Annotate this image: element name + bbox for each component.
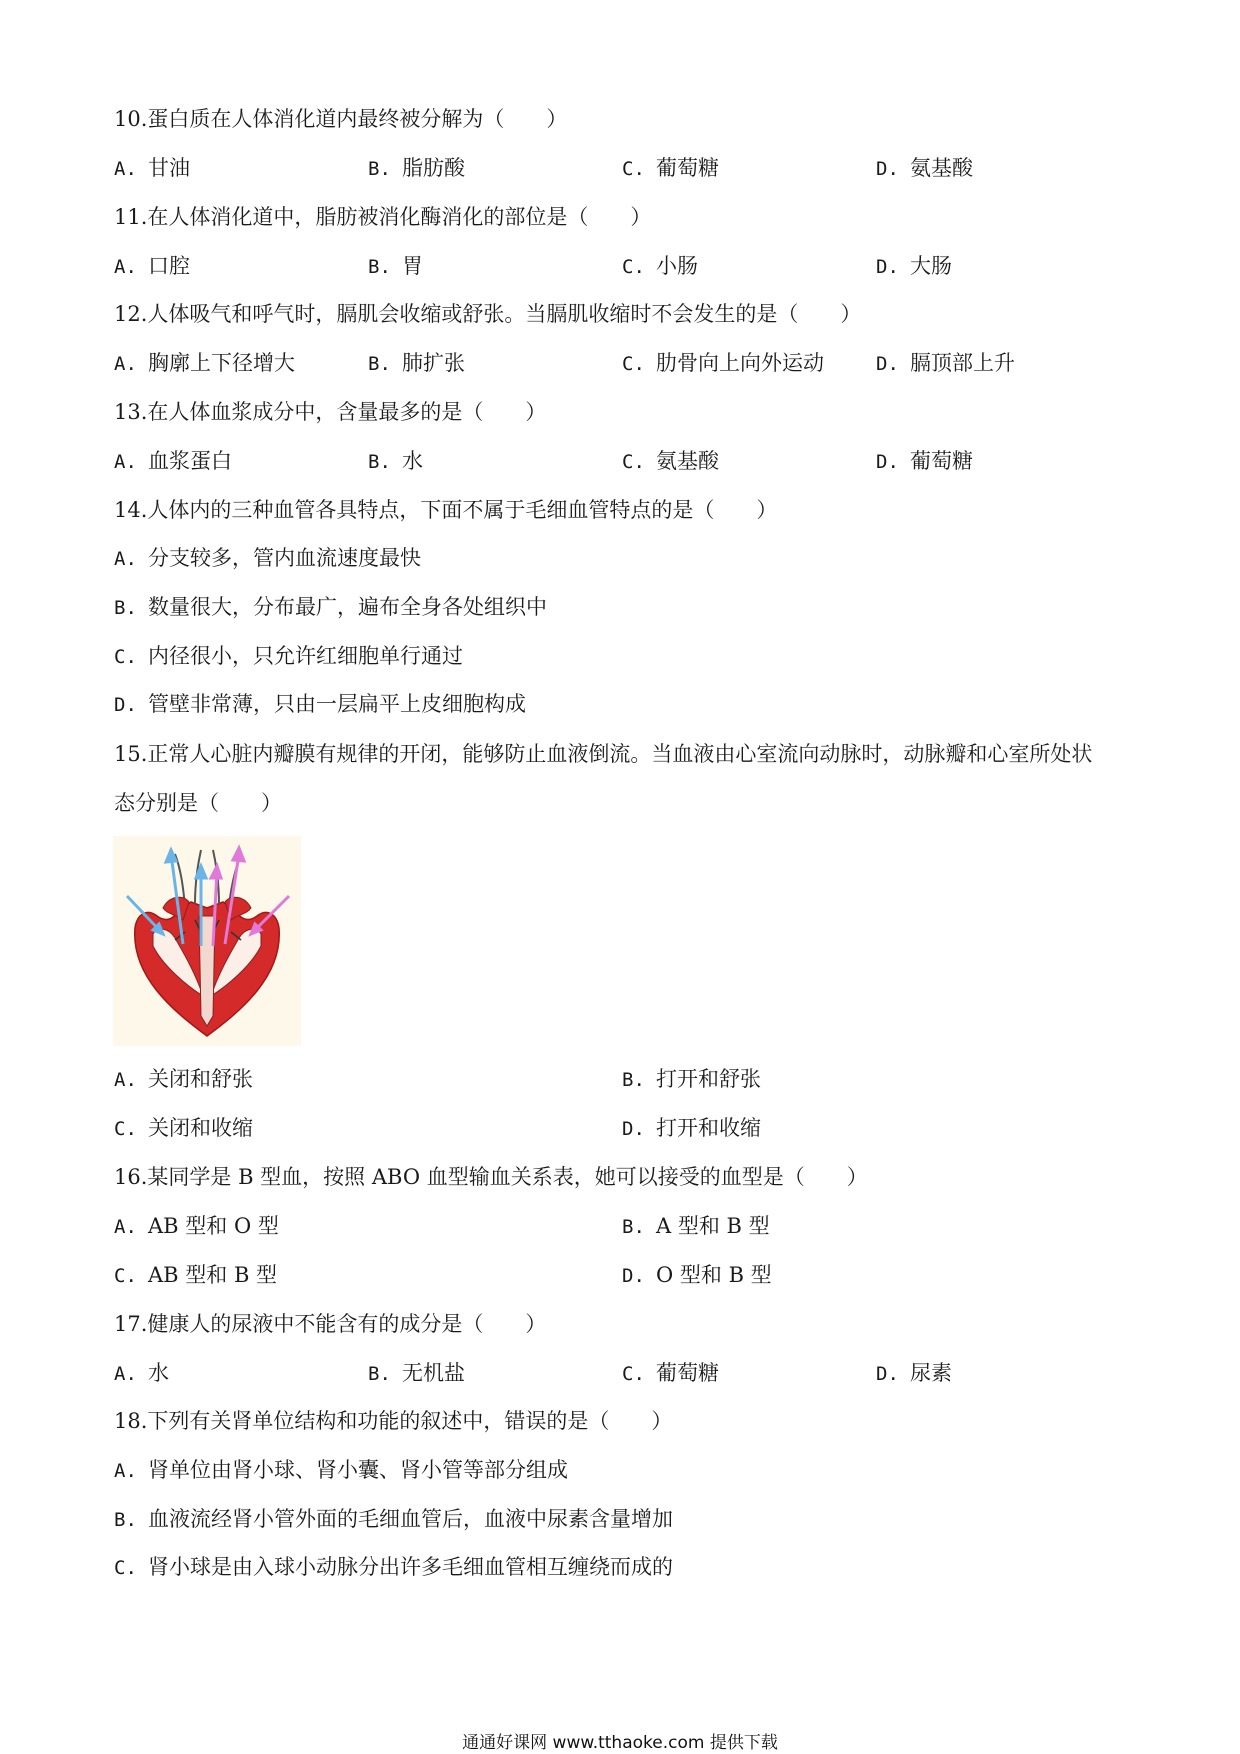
q13-option-d <box>876 447 973 476</box>
q18-option-a <box>114 1456 568 1485</box>
q12-option-b <box>368 349 465 378</box>
question-11-stem: 11.在人体消化道中，脂肪被消化酶消化的部位是（ ） <box>114 205 652 229</box>
option-text: 管壁非常薄，只由一层扁平上皮细胞构成 <box>148 692 526 716</box>
option-letter: C. <box>114 1557 137 1579</box>
option-letter: A. <box>114 548 137 570</box>
option-letter: B. <box>368 353 391 375</box>
q13-option-b <box>368 447 423 476</box>
q16-option-d <box>622 1261 772 1290</box>
option-letter: A. <box>114 1460 137 1482</box>
option-letter: A. <box>114 353 137 375</box>
option-text: 血浆蛋白 <box>148 449 232 473</box>
q10-option-a <box>114 154 190 183</box>
q11-option-c <box>622 252 698 281</box>
q16-option-a <box>114 1212 279 1241</box>
option-letter: C. <box>114 646 137 668</box>
q15-option-b <box>622 1065 761 1094</box>
option-text: O 型和 B 型 <box>656 1263 772 1287</box>
option-text: AB 型和 O 型 <box>148 1214 279 1238</box>
heart-diagram <box>113 836 301 1046</box>
option-letter: A. <box>114 1069 137 1091</box>
option-letter: A. <box>114 158 137 180</box>
option-text: 甘油 <box>148 156 190 180</box>
q10-option-c <box>622 154 719 183</box>
q14-option-a <box>114 544 421 573</box>
q14-option-c <box>114 642 463 671</box>
option-text: 内径很小，只允许红细胞单行通过 <box>148 644 463 668</box>
option-letter: A. <box>114 1216 137 1238</box>
option-text: 氨基酸 <box>910 156 973 180</box>
option-text: 胸廓上下径增大 <box>148 351 295 375</box>
option-letter: D. <box>876 451 899 473</box>
option-letter: D. <box>114 694 137 716</box>
option-text: 葡萄糖 <box>910 449 973 473</box>
option-text: AB 型和 B 型 <box>148 1263 278 1287</box>
question-16-stem: 16.某同学是 B 型血，按照 ABO 血型输血关系表，她可以接受的血型是（ ） <box>114 1165 868 1189</box>
option-text: 打开和舒张 <box>656 1067 761 1091</box>
page-footer: 通通好课网 www.tthaoke.com 提供下载 <box>462 1733 778 1753</box>
q11-option-b <box>368 252 423 281</box>
option-letter: B. <box>114 1509 137 1531</box>
option-letter: B. <box>114 597 137 619</box>
option-letter: A. <box>114 256 137 278</box>
option-text: 血液流经肾小管外面的毛细血管后，血液中尿素含量增加 <box>148 1507 673 1531</box>
option-text: 关闭和舒张 <box>148 1067 253 1091</box>
q13-option-c <box>622 447 719 476</box>
q16-option-b <box>622 1212 770 1241</box>
option-letter: B. <box>622 1216 645 1238</box>
q12-option-a <box>114 349 295 378</box>
option-text: 肾单位由肾小球、肾小囊、肾小管等部分组成 <box>148 1458 568 1482</box>
option-letter: C. <box>114 1118 137 1140</box>
q16-option-c <box>114 1261 277 1290</box>
option-text: A 型和 B 型 <box>656 1214 770 1238</box>
option-text: 葡萄糖 <box>656 156 719 180</box>
q12-option-c <box>622 349 824 378</box>
q15-option-a <box>114 1065 253 1094</box>
option-letter: D. <box>876 158 899 180</box>
option-text: 肾小球是由入球小动脉分出许多毛细血管相互缠绕而成的 <box>148 1555 673 1579</box>
question-15-stem-continued: 态分别是（ ） <box>114 791 282 815</box>
q11-option-d <box>876 252 952 281</box>
q18-option-c <box>114 1553 673 1582</box>
option-letter: B. <box>368 158 391 180</box>
question-12-stem: 12.人体吸气和呼气时，膈肌会收缩或舒张。当膈肌收缩时不会发生的是（ ） <box>114 302 862 326</box>
question-18-stem: 18.下列有关肾单位结构和功能的叙述中，错误的是（ ） <box>114 1409 673 1433</box>
option-letter: C. <box>622 451 645 473</box>
option-text: 葡萄糖 <box>656 1361 719 1385</box>
option-text: 水 <box>148 1361 169 1385</box>
option-letter: B. <box>368 1363 391 1385</box>
q17-option-c <box>622 1359 719 1388</box>
heart-diagram-figure <box>113 836 301 1046</box>
question-10-stem: 10.蛋白质在人体消化道内最终被分解为（ ） <box>114 107 568 131</box>
question-13-stem: 13.在人体血浆成分中，含量最多的是（ ） <box>114 400 547 424</box>
option-letter: B. <box>368 451 391 473</box>
option-text: 无机盐 <box>402 1361 465 1385</box>
option-text: 大肠 <box>910 254 952 278</box>
option-letter: C. <box>622 158 645 180</box>
option-text: 膈顶部上升 <box>910 351 1015 375</box>
option-text: 数量很大，分布最广，遍布全身各处组织中 <box>148 595 547 619</box>
option-text: 口腔 <box>148 254 190 278</box>
option-text: 脂肪酸 <box>402 156 465 180</box>
q13-option-a <box>114 447 232 476</box>
question-15-stem: 15.正常人心脏内瓣膜有规律的开闭，能够防止血液倒流。当血液由心室流向动脉时，动脉瓣和心室所处状 <box>114 742 1093 766</box>
option-letter: D. <box>876 353 899 375</box>
option-text: 水 <box>402 449 423 473</box>
option-letter: C. <box>114 1265 137 1287</box>
option-letter: D. <box>622 1118 645 1140</box>
q18-option-b <box>114 1505 673 1534</box>
option-letter: C. <box>622 353 645 375</box>
option-letter: B. <box>622 1069 645 1091</box>
option-letter: D. <box>876 1363 899 1385</box>
option-text: 分支较多，管内血流速度最快 <box>148 546 421 570</box>
option-letter: A. <box>114 1363 137 1385</box>
q10-option-b <box>368 154 465 183</box>
question-14-stem: 14.人体内的三种血管各具特点，下面不属于毛细血管特点的是（ ） <box>114 498 778 522</box>
option-text: 尿素 <box>910 1361 952 1385</box>
q10-option-d <box>876 154 973 183</box>
option-text: 肺扩张 <box>402 351 465 375</box>
q12-option-d <box>876 349 1015 378</box>
option-text: 打开和收缩 <box>656 1116 761 1140</box>
q17-option-b <box>368 1359 465 1388</box>
q17-option-a <box>114 1359 169 1388</box>
option-text: 胃 <box>402 254 423 278</box>
option-text: 肋骨向上向外运动 <box>656 351 824 375</box>
option-letter: D. <box>622 1265 645 1287</box>
option-text: 氨基酸 <box>656 449 719 473</box>
option-letter: B. <box>368 256 391 278</box>
q14-option-d <box>114 690 526 719</box>
q11-option-a <box>114 252 190 281</box>
option-letter: C. <box>622 256 645 278</box>
question-17-stem: 17.健康人的尿液中不能含有的成分是（ ） <box>114 1312 547 1336</box>
q17-option-d <box>876 1359 952 1388</box>
option-letter: C. <box>622 1363 645 1385</box>
q15-option-d <box>622 1114 761 1143</box>
q15-option-c <box>114 1114 253 1143</box>
option-letter: A. <box>114 451 137 473</box>
option-letter: D. <box>876 256 899 278</box>
q14-option-b <box>114 593 547 622</box>
option-text: 关闭和收缩 <box>148 1116 253 1140</box>
option-text: 小肠 <box>656 254 698 278</box>
